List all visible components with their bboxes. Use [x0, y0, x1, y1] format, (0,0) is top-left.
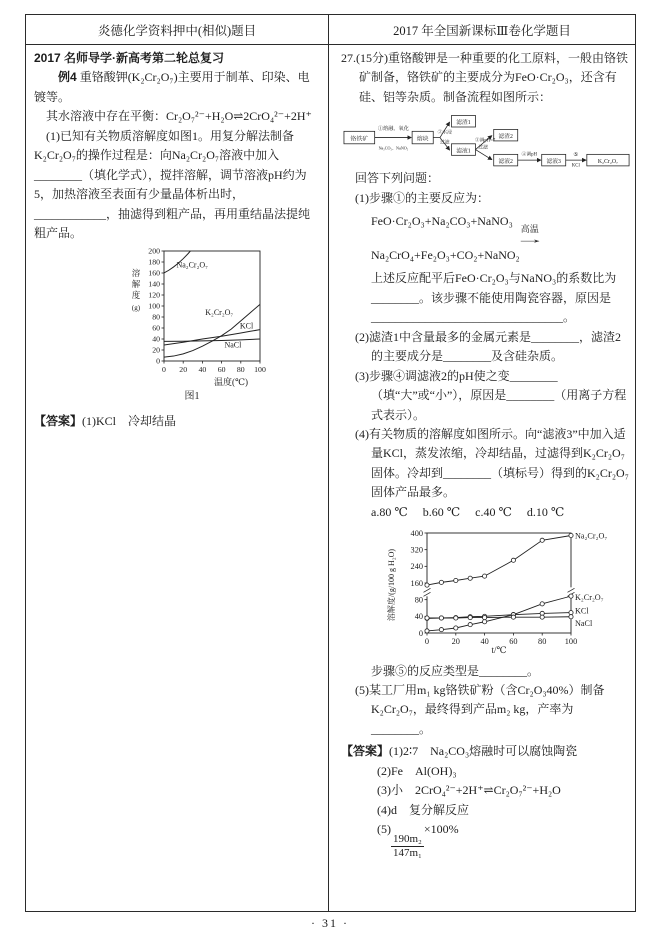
y-tick-label: 100 [148, 302, 160, 312]
answer-5-lead: (5) [377, 822, 391, 837]
flow-box-filtrate1-label: 滤液1 [456, 148, 471, 155]
flow-box-filtrate2-label: 滤液2 [498, 159, 513, 166]
flow-step4-condition: ④调pH [521, 152, 537, 158]
answer-line-5 [341, 820, 631, 859]
series-line [164, 330, 260, 345]
reaction-equation [341, 209, 631, 268]
y-tick-label: 0 [418, 628, 423, 638]
flow-box-residue2-label: 滤渣2 [498, 134, 513, 141]
reaction-condition: 高温 [520, 224, 539, 235]
series-label: Na₂Cr₂O₇ [575, 531, 608, 541]
page-number: · 31 · [311, 916, 349, 930]
subq1-lead: (1)步骤①的主要反应为： [355, 190, 489, 205]
data-point-marker [425, 583, 429, 587]
flow-box-product-label: K₂Cr₂O₇ [597, 159, 618, 166]
arrow-shaft-icon: → [514, 232, 546, 247]
data-point-marker [483, 620, 487, 624]
x-tick-label: 20 [451, 637, 460, 647]
data-point-marker [439, 580, 443, 584]
x-axis-label: t/℃ [491, 645, 507, 656]
header-right-cell: 2017 年全国新课标Ⅲ卷化学题目 [393, 23, 571, 38]
series-label: KCl [575, 606, 589, 616]
example-text: 重铬酸钾(K₂Cr₂O₇)主要用于制革、印染、电镀等。 [34, 70, 310, 104]
flow-step5-reagent: KCl [571, 163, 580, 168]
review-book-heading: 2017 名师导学·新高考第二轮总复习 [34, 51, 225, 65]
flow-box-ore-label: 铬铁矿 [350, 136, 369, 143]
series-line [427, 536, 571, 586]
subq5: (5)某工厂用m₁ kg铬铁矿粉（含Cr₂O₃40%）制备K₂Cr₂O₇，最终得到产品m₂ kg，产率为________。 [355, 683, 605, 736]
y-tick-label: 400 [410, 528, 423, 538]
data-point-marker [454, 626, 458, 630]
figure-caption: 图1 [184, 391, 200, 403]
flow-step3-condition: ③调pH=7 [474, 138, 496, 144]
subq2: (2)滤渣1中含量最多的金属元素是________，滤渣2的主要成分是________及含硅杂质。 [355, 329, 621, 364]
data-point-marker [540, 615, 544, 619]
figure1-wrapper [128, 246, 321, 410]
answer-line-2: (2)Fe Al(OH)₃ [377, 763, 457, 778]
x-axis-label: 温度(℃) [213, 377, 249, 388]
left-answer-line [34, 412, 321, 431]
y-tick-label: 60 [152, 324, 160, 334]
process-flow-diagram [343, 111, 631, 167]
x-tick-label: 80 [236, 365, 245, 375]
flow-box-residue1-label: 滤渣1 [456, 120, 471, 127]
reaction-arrow [513, 224, 547, 247]
y-axis-label: 溶 [131, 268, 141, 279]
example-paragraph [34, 68, 321, 107]
answer-5-suffix: ×100% [423, 822, 459, 837]
x-tick-label: 0 [424, 637, 430, 647]
data-point-marker [483, 616, 487, 620]
flow-step1-reagents: Na₂CO₃、NaNO₃ [378, 145, 409, 151]
answer-line-3: (3)小 2CrO₄²⁻+2H⁺⇌Cr₂O₇²⁻+H₂O [377, 783, 561, 798]
data-point-marker [425, 616, 429, 620]
two-column-body [26, 45, 635, 911]
answer-line-1 [341, 742, 631, 761]
data-point-marker [483, 574, 487, 578]
series-label: K₂Cr₂O₇ [575, 593, 604, 603]
y-tick-label: 40 [152, 335, 160, 345]
flow-box-filtrate3-label: 滤液3 [546, 159, 561, 166]
series-label: KCl [239, 321, 254, 331]
left-answer-label: 【答案】 [34, 413, 83, 428]
x-tick-label: 60 [509, 637, 518, 647]
x-tick-label: 80 [538, 637, 547, 647]
y-axis-unit: (g) [131, 304, 141, 313]
y-tick-label: 120 [148, 291, 160, 301]
data-point-marker [511, 558, 515, 562]
data-point-marker [540, 602, 544, 606]
data-point-marker [569, 615, 573, 619]
y-axis-label: 度 [131, 290, 141, 301]
y-axis-label: 解 [131, 279, 141, 290]
x-tick-label: 40 [198, 365, 207, 375]
flow-step5-number: ⑤ [573, 152, 579, 159]
y-tick-label: 320 [410, 545, 423, 555]
y-tick-label: 140 [148, 280, 160, 290]
header-row [26, 15, 635, 45]
question1-paragraph: (1)已知有关物质溶解度如图1。用复分解法制备K₂Cr₂O₇的操作过程是：向Na₂Cr₂O₇溶液中加入________（填化学式），搅拌溶解，调节溶液pH约为5，加热溶液至表面有少量晶体析出时，____________，抽滤得到粗产品，再用重结晶法提纯粗产品。 [34, 128, 311, 240]
question27-text: (15分)重铬酸钾是一种重要的化工原料，一般由铬铁矿制备，铬铁矿的主要成分为FeO·Cr₂O₃，还含有硅、铝等杂质。制备流程如图所示： [356, 51, 628, 104]
series-label: Na₂Cr₂O₇ [176, 260, 208, 270]
equation-rhs: Na₂CrO₄+Fe₂O₃+CO₂+NaNO₂ [371, 248, 520, 263]
y-tick-label: 20 [152, 346, 160, 356]
y-tick-label: 180 [148, 258, 160, 268]
subq1-rest: 上述反应配平后FeO·Cr₂O₃与NaNO₃的系数比为________。该步骤不能使用陶瓷容器，原因是________________________________。 [371, 271, 617, 325]
flow-step1-condition: ①熔融、氧化 [377, 126, 409, 133]
example-label: 例4 [58, 70, 77, 85]
data-point-marker [468, 576, 472, 580]
data-point-marker [569, 594, 573, 598]
answer-prompt: 回答下列问题： [355, 171, 440, 186]
y-tick-label: 160 [148, 269, 160, 279]
y-tick-label: 200 [148, 247, 160, 257]
y-tick-label: 80 [152, 313, 160, 323]
data-point-marker [439, 616, 443, 620]
answer-5-fraction [391, 833, 424, 859]
data-point-marker [468, 616, 472, 620]
subq4-options: a.80 ℃ b.60 ℃ c.40 ℃ d.10 ℃ [371, 504, 565, 519]
data-point-marker [439, 628, 443, 632]
x-tick-label: 60 [217, 365, 226, 375]
data-point-marker [425, 629, 429, 633]
x-tick-label: 0 [162, 365, 166, 375]
subq4-reaction-type: 步骤⑤的反应类型是________。 [371, 663, 540, 678]
data-point-marker [540, 538, 544, 542]
y-tick-label: 80 [414, 595, 423, 605]
flow-box-melt-label: 熔块 [416, 136, 429, 143]
left-column [26, 45, 329, 911]
y-tick-label: 40 [414, 612, 423, 622]
x-tick-label: 40 [480, 637, 489, 647]
right-column [329, 45, 635, 911]
series-label: NaCl [224, 340, 242, 350]
equilibrium-line: 其水溶液中存在平衡：Cr₂O₇²⁻+H₂O⇌2CrO₄²⁻+2H⁺ [46, 109, 312, 124]
y-tick-label: 160 [410, 578, 423, 588]
data-point-marker [468, 623, 472, 627]
left-answer-text: (1)KCl 冷却结晶 [82, 413, 177, 428]
equation-lhs: FeO·Cr₂O₃+Na₂CO₃+NaNO₃ [371, 214, 513, 229]
flow-step2-filter: 过滤 [439, 140, 450, 146]
figure2-chart [385, 523, 615, 655]
question27-number: 27. [341, 51, 356, 65]
series-label: NaCl [575, 618, 593, 628]
flow-step3-filter: 过滤 [478, 145, 488, 151]
data-point-marker [511, 615, 515, 619]
answer-1-text: (1)2∶7 Na₂CO₃熔融时可以腐蚀陶瓷 [389, 744, 578, 759]
series-line [164, 339, 260, 341]
x-tick-label: 100 [564, 637, 578, 647]
x-tick-label: 20 [179, 365, 188, 375]
y-axis-label: 溶解度/(g/100 g H₂O) [387, 549, 396, 622]
subq4: (4)有关物质的溶解度如图所示。向“滤液3”中加入适量KCl，蒸发浓缩，冷却结晶，过滤得到K₂Cr₂O₇固体。冷却到________（填标号）得到的K₂Cr₂O₇固体产品最多。 [355, 426, 629, 500]
data-point-marker [454, 616, 458, 620]
page-frame [25, 14, 636, 912]
flow-step2-condition: ②水浸 [437, 131, 452, 137]
data-point-marker [454, 579, 458, 583]
subq3: (3)步骤④调滤液2的pH使之变________（填“大”或“小”），原因是________（用离子方程式表示）。 [355, 368, 627, 422]
data-point-marker [569, 534, 573, 538]
figure1-chart [128, 246, 268, 404]
header-left-cell: 炎德化学资料押中(相似)题目 [26, 15, 329, 44]
figure2-wrapper [385, 523, 631, 661]
flow-arrow [475, 150, 491, 160]
answer-label: 【答案】 [341, 744, 390, 759]
y-tick-label: 240 [410, 562, 423, 572]
fraction-numerator: 190m₂ [393, 833, 422, 846]
question27-intro [341, 49, 631, 107]
y-tick-label: 0 [156, 357, 160, 367]
fraction-denominator: 147m₁ [393, 846, 422, 859]
data-point-marker [569, 611, 573, 615]
x-tick-label: 100 [254, 365, 266, 375]
series-label: K₂Cr₂O₇ [205, 308, 234, 318]
answer-line-4: (4)d 复分解反应 [377, 802, 469, 817]
